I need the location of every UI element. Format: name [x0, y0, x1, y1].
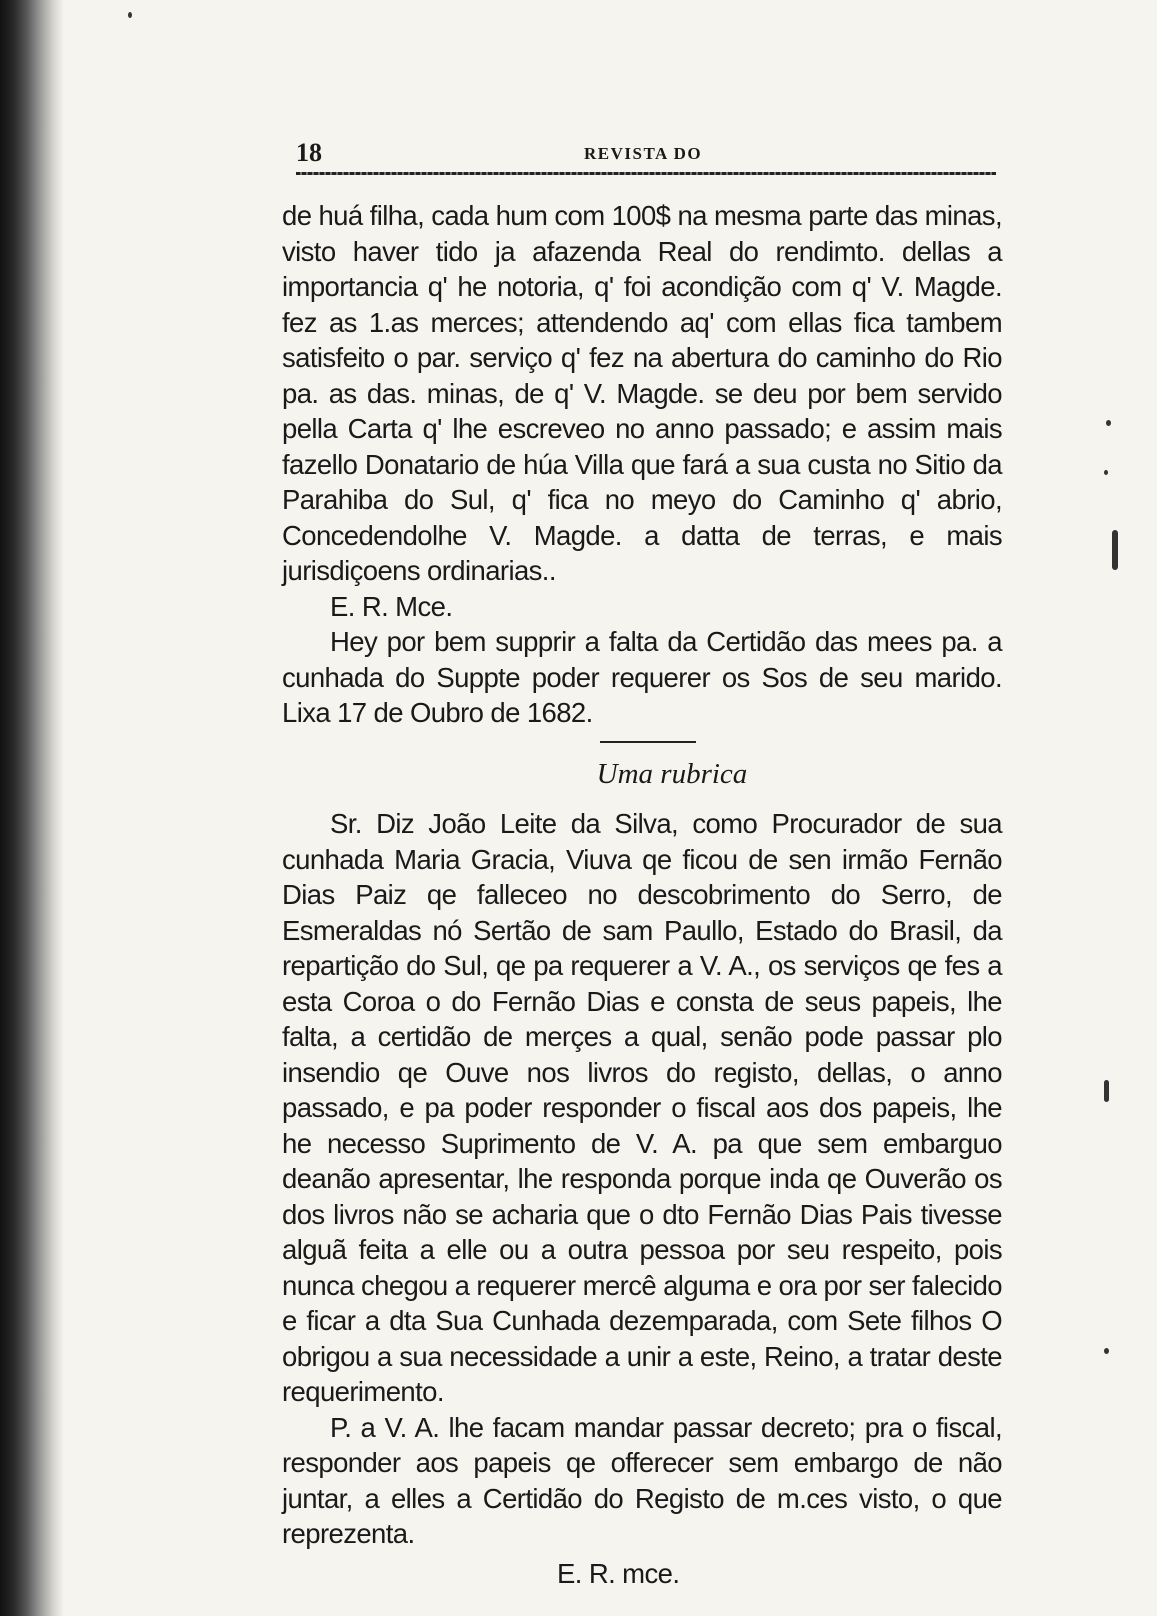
print-speck: [1106, 420, 1111, 426]
closing-2: E. R. mce.: [557, 1557, 680, 1589]
book-binding-edge: [0, 0, 64, 1616]
print-speck: [1104, 470, 1108, 475]
page-header: [296, 138, 996, 178]
print-speck: [1104, 1348, 1109, 1354]
running-title: REVISTA DO: [584, 144, 703, 163]
page-body: [282, 198, 1002, 1591]
page-number: 18: [296, 138, 322, 167]
paragraph-3: Sr. Diz João Leite da Silva, como Procurador de sua cunhada Maria Gracia, Viuva qe ficou de sen irmão Fernão Dias Paiz qe falleceo no descobrimento do Serro, de Esmeraldas nó Sertão de sam Paullo, Estado do Brasil, da repartição do Sul, qe pa requerer a V. A., os serviços qe fes a esta Coroa o do Fernão Dias e consta de seus papeis, lhe falta, a certidão de merçes a qual, senão pode passar plo insendio qe Ouve nos livros do registo, dellas, o anno passado, e pa poder responder o fiscal aos dos papeis, lhe he necesso Suprimento de V. A. pa que sem embarguo deanão apresentar, lhe responda porque inda qe Ouverão os dos livros não se acharia que o dto Fernão Dias Pais tivesse alguã feita a elle ou a outra pessoa por seu respeito, pois nunca chegou a requerer mercê alguma e ora por ser falecido e ficar a dta Sua Cunhada dezemparada, com Sete filhos O obrigou a sua necessidade a unir a este, Reino, a tratar deste requerimento.: [282, 808, 1002, 1407]
section-separator: [600, 741, 696, 743]
paragraph-2: Hey por bem supprir a falta da Certidão das mees pa. a cunhada do Suppte poder requerer os Sos de seu marido. Lixa 17 de Oubro de 1682.: [282, 626, 1002, 728]
print-speck: [128, 12, 132, 18]
paragraph-4: P. a V. A. lhe facam mandar passar decreto; pra o fiscal, responder aos papeis qe offerecer sem embargo de não juntar, a elles a Certidão do Registo de m.ces visto, o que reprezenta.: [282, 1411, 1002, 1549]
paragraph-1: de huá filha, cada hum com 100$ na mesma parte das minas, visto haver tido ja afazenda Real do rendimto. dellas a importancia q' he notoria, q' foi acondição com q' V. Magde. fez as 1.as merces; attendendo aq' com ellas fica tambem satisfeito o par. serviço q' fez na abertura do caminho do Rio pa. as das. minas, de q' V. Magde. se deu por bem servido pella Carta q' lhe escreveo no anno passado; e assim mais fazello Donatario de húa Villa que fará a sua custa no Sitio da Parahiba do Sul, q' fica no meyo do Caminho q' abrio, Concedendolhe V. Magde. a datta de terras, e mais jurisdiçoens ordinarias..: [282, 200, 1002, 586]
print-speck: [1112, 530, 1118, 570]
print-speck: [1104, 1080, 1109, 1102]
rubric-heading: Uma rubrica: [596, 757, 748, 790]
header-rule: [296, 172, 996, 175]
closing-1: E. R. Mce.: [330, 590, 453, 622]
